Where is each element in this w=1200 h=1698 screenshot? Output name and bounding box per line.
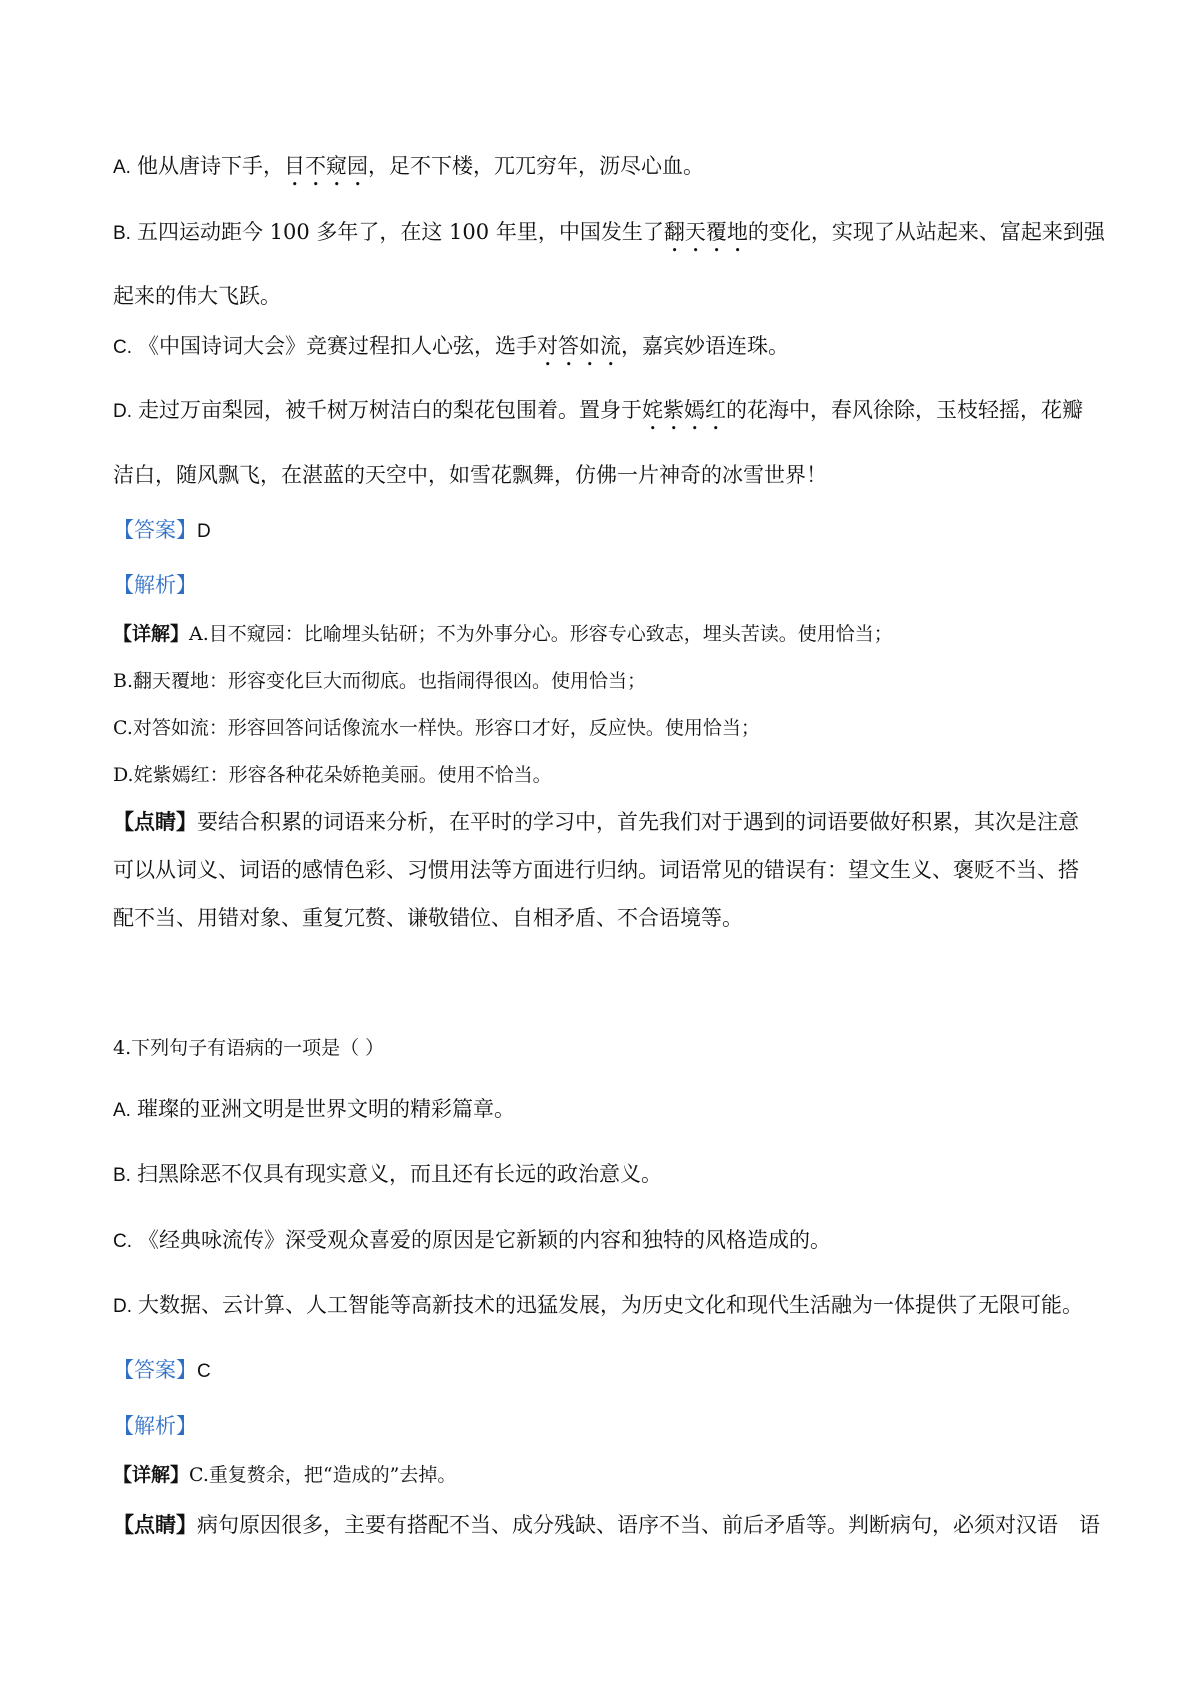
emphasized-idiom: 翻天覆地 bbox=[663, 220, 748, 244]
q3-option-a: A. 他从唐诗下手，目不窥园，足不下楼，兀兀穷年，沥尽心血。 bbox=[113, 154, 704, 178]
option-label: D. bbox=[113, 1296, 132, 1317]
q4-question: 4.下列句子有语病的一项是（ ） bbox=[113, 1037, 385, 1059]
q4-analysis-tag: 【解析】 bbox=[113, 1414, 197, 1438]
option-label: C. bbox=[113, 337, 132, 358]
q4-option-d: D. 大数据、云计算、人工智能等高新技术的迅猛发展，为历史文化和现代生活融为一体提供了无限可能。 bbox=[113, 1293, 1083, 1317]
emphasized-idiom: 姹紫嫣红 bbox=[642, 398, 726, 422]
option-label: C. bbox=[113, 1231, 132, 1252]
q3-analysis-tag: 【解析】 bbox=[113, 573, 197, 597]
option-label: A. bbox=[113, 1100, 131, 1121]
q3-detail-line-2: B.翻天覆地：形容变化巨大而彻底。也指闹得很凶。使用恰当； bbox=[113, 670, 647, 692]
q4-detail: 【详解】C.重复赘余，把“造成的”去掉。 bbox=[113, 1464, 457, 1486]
answer-value: C bbox=[197, 1361, 211, 1382]
emphasized-idiom: 对答如流 bbox=[537, 334, 621, 358]
q3-detail-line-3: C.对答如流：形容回答问话像流水一样快。形容口才好，反应快。使用恰当； bbox=[113, 717, 760, 739]
q3-option-b: B. 五四运动距今 100 多年了，在这 100 年里，中国发生了翻天覆地的变化，实现了从站起来、富起来到强 bbox=[113, 220, 1105, 244]
q3-point-line-2: 可以从词义、词语的感情色彩、习惯用法等方面进行归纳。词语常见的错误有：望文生义、褒贬不当、搭 bbox=[113, 858, 1079, 882]
point-tag: 【点睛】 bbox=[113, 1512, 197, 1537]
option-label: B. bbox=[113, 223, 131, 244]
answer-tag: 【答案】 bbox=[113, 1358, 197, 1382]
q3-option-d: D. 走过万亩梨园，被千树万树洁白的梨花包围着。置身于姹紫嫣红的花海中，春风徐除，玉枝轻摇，花瓣 bbox=[113, 398, 1083, 422]
q4-option-a: A. 璀璨的亚洲文明是世界文明的精彩篇章。 bbox=[113, 1097, 515, 1121]
q3-option-b-continued: 起来的伟大飞跃。 bbox=[113, 284, 281, 308]
q3-detail-line-4: D.姹紫嫣红：形容各种花朵娇艳美丽。使用不恰当。 bbox=[113, 764, 552, 786]
detail-tag: 【详解】 bbox=[113, 1464, 190, 1486]
answer-value: D bbox=[197, 521, 211, 542]
option-label: B. bbox=[113, 1165, 131, 1186]
answer-tag: 【答案】 bbox=[113, 518, 197, 542]
q4-point: 【点睛】病句原因很多，主要有搭配不当、成分残缺、语序不当、前后矛盾等。判断病句，必须对汉语 语 bbox=[113, 1512, 1100, 1537]
option-label: A. bbox=[113, 157, 131, 178]
emphasized-idiom: 目不窥园 bbox=[283, 154, 368, 178]
q3-point-line-3: 配不当、用错对象、重复冗赘、谦敬错位、自相矛盾、不合语境等。 bbox=[113, 906, 743, 930]
option-label: D. bbox=[113, 401, 132, 422]
q3-option-d-continued: 洁白，随风飘飞，在湛蓝的天空中，如雪花飘舞，仿佛一片神奇的冰雪世界！ bbox=[113, 463, 827, 487]
q4-option-c: C. 《经典咏流传》深受观众喜爱的原因是它新颖的内容和独特的风格造成的。 bbox=[113, 1228, 831, 1252]
detail-tag: 【详解】 bbox=[113, 623, 190, 645]
q3-point-line-1: 【点睛】要结合积累的词语来分析，在平时的学习中，首先我们对于遇到的词语要做好积累，其次是注意 bbox=[113, 809, 1079, 834]
q4-answer bbox=[113, 1356, 217, 1386]
point-tag: 【点睛】 bbox=[113, 809, 197, 834]
q3-option-c: C. 《中国诗词大会》竞赛过程扣人心弦，选手对答如流，嘉宾妙语连珠。 bbox=[113, 334, 789, 358]
q3-detail-line-1: 【详解】A.目不窥园：比喻埋头钻研；不为外事分心。形容专心致志，埋头苦读。使用恰当； bbox=[113, 623, 893, 645]
q4-option-b: B. 扫黑除恶不仅具有现实意义，而且还有长远的政治意义。 bbox=[113, 1162, 662, 1186]
q3-answer bbox=[113, 516, 217, 546]
